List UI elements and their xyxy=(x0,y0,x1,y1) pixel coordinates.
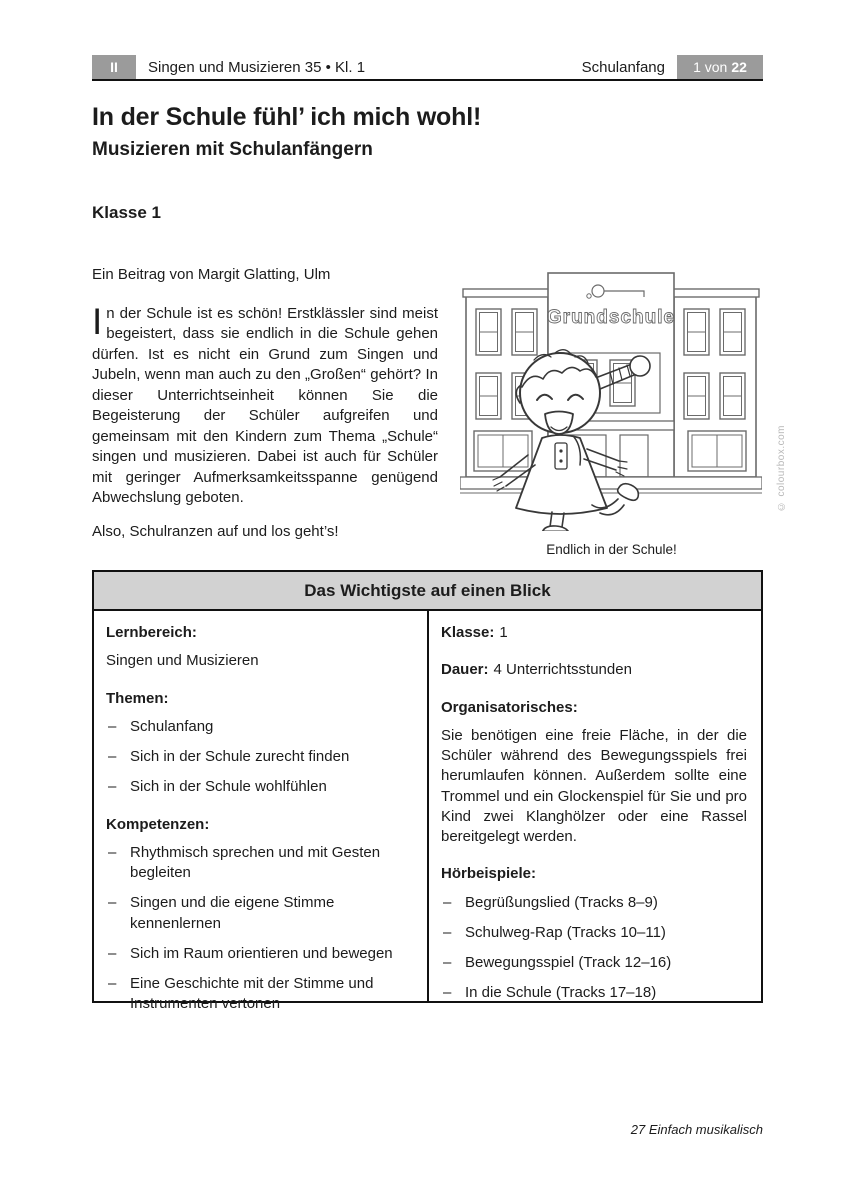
page-title: In der Schule fühl’ ich mich wohl! xyxy=(92,103,482,131)
hoerbeispiele-label: Hörbeispiele: xyxy=(441,865,537,883)
overview-box xyxy=(92,570,763,1013)
dauer-row xyxy=(441,660,747,680)
title-block xyxy=(92,103,763,223)
figure-column xyxy=(438,265,787,557)
themen-label: Themen: xyxy=(106,689,169,707)
list-item: – Sich in der Schule zurecht finden xyxy=(106,747,413,767)
list-item: – Sich im Raum orientieren und bewegen xyxy=(106,944,413,964)
byline: Ein Beitrag von Margit Glatting, Ulm xyxy=(92,266,331,283)
page-count-badge xyxy=(677,55,763,79)
sidewalk xyxy=(460,477,762,493)
intro-paragraph-text: n der Schule ist es schön! Erstklässler sind meist begeistert, dass sie endlich in die Schule gehen dürfen. Ist es nicht ein Grund zum Singen und Jubeln, wenn man auch zu den „Großen“ gehört? In dieser Unterrichtseinheit können Sie die Begeisterung der Schüler aufgreifen und gemeinsam mit den Kindern zum Thema „Schule“ singen und musizieren. Dabei ist auch für Schüler mit geringer Aufmerksamkeitsspanne genügend Abwechslung geboten. xyxy=(92,304,438,507)
kompetenzen-list xyxy=(106,843,413,1015)
list-item: – Rhythmisch sprechen und mit Gesten begleiten xyxy=(106,843,413,884)
lernbereich-label: Lernbereich: xyxy=(106,624,197,641)
school-illustration xyxy=(460,265,762,531)
list-item: – Eine Geschichte mit der Stimme und Instrumenten vertonen xyxy=(106,974,413,1015)
figure-caption: Endlich in der Schule! xyxy=(546,542,677,557)
klasse-row xyxy=(441,623,747,643)
list-item: – Schulanfang xyxy=(106,717,413,737)
closing-line: Also, Schulranzen auf und los geht’s! xyxy=(92,523,339,541)
organisatorisches-label: Organisatorisches: xyxy=(441,698,578,716)
kompetenzen-label: Kompetenzen: xyxy=(106,815,210,833)
intro-text-column xyxy=(92,265,438,557)
overview-title: Das Wichtigste auf einen Blick xyxy=(94,572,761,611)
list-item: – Begrüßungslied (Tracks 8–9) xyxy=(441,893,747,913)
organisatorisches-text: Sie benötigen eine freie Fläche, in der die Schüler während des Bewegungsspiels frei herumlaufen können. Außerdem sollte eine Trommel und ein Glockenspiel für Sie und pro Kind zwei Klanghölzer oder eine Rassel bereitgelegt werden. xyxy=(441,726,747,845)
page-header xyxy=(92,55,763,81)
intro-paragraph xyxy=(92,300,438,509)
hoerbeispiele-list xyxy=(441,893,747,1004)
overview-body xyxy=(94,611,761,1013)
page-count-prefix: 1 von xyxy=(693,59,728,75)
building-right-wing xyxy=(671,289,759,477)
page-subtitle: Musizieren mit Schulanfängern xyxy=(92,139,373,160)
dauer-label: Dauer: xyxy=(441,661,489,679)
list-item: – Schulweg-Rap (Tracks 10–11) xyxy=(441,923,747,943)
dauer-value: 4 Unterrichtsstunden xyxy=(493,661,632,679)
overview-right-column xyxy=(429,611,761,1001)
page-count-total: 22 xyxy=(731,59,747,75)
themen-list xyxy=(106,717,413,798)
list-item: – In die Schule (Tracks 17–18) xyxy=(441,983,747,1003)
overview-left-column xyxy=(94,611,429,1013)
list-item: – Bewegungsspiel (Track 12–16) xyxy=(441,953,747,973)
unit-badge: II xyxy=(92,55,136,79)
klasse-value: 1 xyxy=(499,624,508,641)
section-label: Schulanfang xyxy=(581,58,665,76)
page-footer: 27 Einfach musikalisch xyxy=(630,1122,763,1137)
intro-section xyxy=(92,265,787,557)
drop-cap: I xyxy=(92,300,103,342)
lernbereich-value: Singen und Musizieren xyxy=(106,652,259,670)
school-sign-text: Grundschule xyxy=(546,307,676,328)
list-item: – Sich in der Schule wohlfühlen xyxy=(106,777,413,797)
image-credit: © colourbox.com xyxy=(776,425,787,512)
list-item: – Singen und die eigene Stimme kennenlernen xyxy=(106,893,413,934)
klasse-label: Klasse: xyxy=(441,624,495,641)
grade-heading: Klasse 1 xyxy=(92,203,161,222)
series-title: Singen und Musizieren 35 • Kl. 1 xyxy=(148,58,366,76)
